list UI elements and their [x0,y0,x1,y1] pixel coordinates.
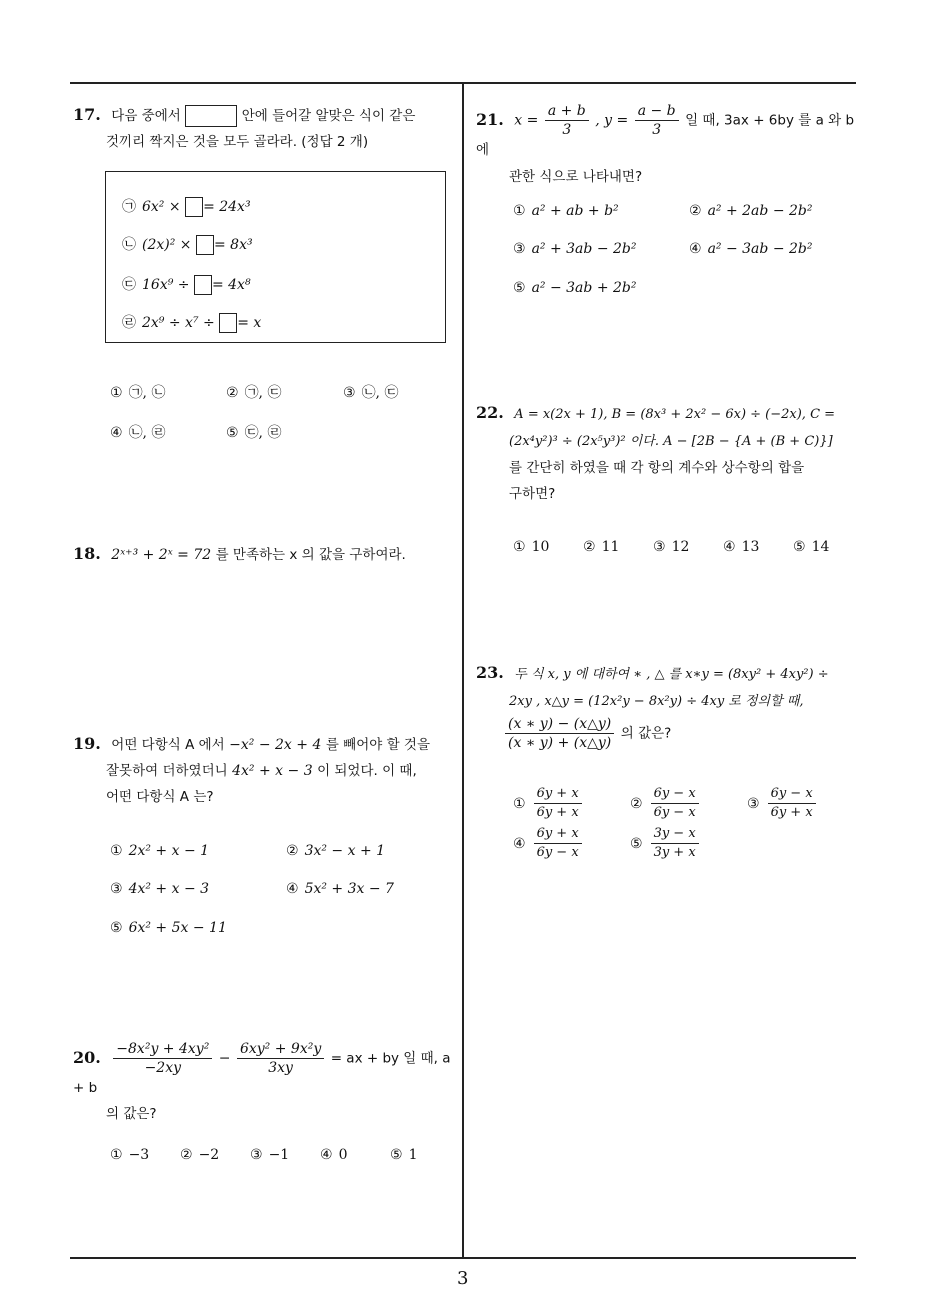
question-23 [476,660,861,752]
expression-item: ㉢ 16x⁹ ÷ = 4x⁸ [122,277,251,293]
question-number: 18. [73,544,101,563]
option-5[interactable]: ⑤ $\frac{3y - x}{3y + x}$ [630,825,701,862]
question-number: 22. [476,403,504,422]
fraction: $\frac{\text{−8x²y + 4xy²}}{-2xy}$ [113,1040,212,1077]
option-4[interactable]: ④ a² − 3ab − 2b² [689,241,813,257]
option-2[interactable]: ② ㉠, ㉢ [226,385,282,401]
option-3[interactable]: ③ −1 [250,1147,290,1163]
math-expression: − [218,1050,231,1067]
option-1[interactable]: ① −3 [110,1147,150,1163]
question-22 [476,400,861,507]
question-number: 20. [73,1047,101,1067]
question-text: 어떤 다항식 A 는? [106,789,214,805]
fraction: $\frac{a - b}{3}$ [635,102,679,139]
question-number: 23. [476,663,504,682]
option-4[interactable]: ④ 0 [320,1147,348,1163]
option-3[interactable]: ③ 12 [653,539,690,555]
option-3[interactable]: ③ ㉡, ㉢ [343,385,399,401]
option-2[interactable]: ② a² + 2ab − 2b² [689,203,813,219]
question-number: 19. [73,734,101,753]
question-text: 어떤 다항식 A 에서 [111,737,225,753]
math-expression: 두 식 x, y 에 대하여 ∗ , △ 를 x∗y = (8xy² + 4xy²) ÷ [514,667,829,682]
option-3[interactable]: ③ 4x² + x − 3 [110,881,210,897]
option-1[interactable]: ① a² + ab + b² [513,203,619,219]
question-text: 일 때, 3ax + 6by 를 a 와 b 에 [476,112,855,158]
question-20 [73,1040,458,1129]
question-text: 것끼리 짝지은 것을 모두 골라라. (정답 2 개) [106,134,369,150]
option-5[interactable]: ⑤ 6x² + 5x − 11 [110,920,227,936]
question-number: 21. [476,109,504,129]
question-text: 의 값은? [620,725,672,742]
question-text: = ax + by 일 때, a + b [73,1050,451,1096]
math-expression: x = [514,112,539,129]
math-expression: (2x⁴y²)³ ÷ (2x⁵y³)² 이다. A − [2B − {A + (B + C)}] [509,434,833,449]
blank-box [219,313,237,333]
question-text: 이 되었다. 이 때, [317,763,417,779]
expression-item: ㉠ 6x² × = 24x³ [122,199,251,215]
option-2[interactable]: ② $\frac{6y - x}{6y - x}$ [630,785,701,822]
option-4[interactable]: ④ 5x² + 3x − 7 [286,881,394,897]
fraction: $\frac{(x ∗ y) - (x\triangle y)}{(x ∗ y) + (x\triangle y)}$ [505,715,614,752]
option-2[interactable]: ② −2 [180,1147,220,1163]
question-18 [73,541,458,568]
expression-box [105,171,446,343]
expression-item: ㉡ (2x)² × = 8x³ [122,237,253,253]
option-5[interactable]: ⑤ 1 [390,1147,418,1163]
question-text: 를 빼어야 할 것을 [325,737,430,753]
option-3[interactable]: ③ a² + 3ab − 2b² [513,241,637,257]
option-2[interactable]: ② 11 [583,539,620,555]
question-text: 의 값은? [106,1106,157,1122]
bottom-rule [70,1257,856,1259]
question-17 [73,102,458,155]
math-expression: 2xy , x△y = (12x²y − 8x²y) ÷ 4xy 로 정의할 때, [509,694,804,709]
option-1[interactable]: ① 10 [513,539,550,555]
option-3[interactable]: ③ $\frac{6y - x}{6y + x}$ [747,785,818,822]
option-5[interactable]: ⑤ ㉢, ㉣ [226,425,282,441]
option-5[interactable]: ⑤ a² − 3ab + 2b² [513,280,637,296]
question-19 [73,731,458,810]
option-1[interactable]: ① ㉠, ㉡ [110,385,166,401]
blank-box [185,197,203,217]
fraction: $\frac{\text{6xy² + 9x²y}}{3xy}$ [237,1040,324,1077]
math-expression: 4x² + x − 3 [232,763,313,779]
option-5[interactable]: ⑤ 14 [793,539,830,555]
math-expression: 2ˣ⁺³ + 2ˣ = 72 [111,547,212,563]
page-number: 3 [457,1268,469,1289]
question-text: 다음 중에서 [111,108,181,124]
math-expression: A = x(2x + 1), B = (8x³ + 2x² − 6x) ÷ (−2x), C = [514,407,836,422]
question-text: 를 만족하는 x 의 값을 구하여라. [215,547,406,563]
blank-box [194,275,212,295]
option-4[interactable]: ④ $\frac{6y + x}{6y - x}$ [513,825,584,862]
option-4[interactable]: ④ 13 [723,539,760,555]
question-number: 17. [73,105,101,124]
question-text: 관한 식으로 나타내면? [509,169,643,185]
question-text: 구하면? [509,486,556,502]
question-text: 잘못하여 더하였더니 [106,763,228,779]
math-expression: −x² − 2x + 4 [229,737,322,753]
option-2[interactable]: ② 3x² − x + 1 [286,843,386,859]
math-expression: , y = [595,112,629,129]
blank-box [185,105,237,127]
question-text: 안에 들어갈 알맞은 식이 같은 [241,108,416,124]
blank-box [196,235,214,255]
column-divider [462,82,464,1258]
question-21 [476,102,861,193]
option-4[interactable]: ④ ㉡, ㉣ [110,425,166,441]
expression-item: ㉣ 2x⁹ ÷ x⁷ ÷ = x [122,315,262,331]
option-1[interactable]: ① 2x² + x − 1 [110,843,210,859]
option-1[interactable]: ① $\frac{6y + x}{6y + x}$ [513,785,584,822]
question-text: 를 간단히 하였을 때 각 항의 계수와 상수항의 합을 [509,460,805,476]
fraction: $\frac{a + b}{3}$ [545,102,589,139]
